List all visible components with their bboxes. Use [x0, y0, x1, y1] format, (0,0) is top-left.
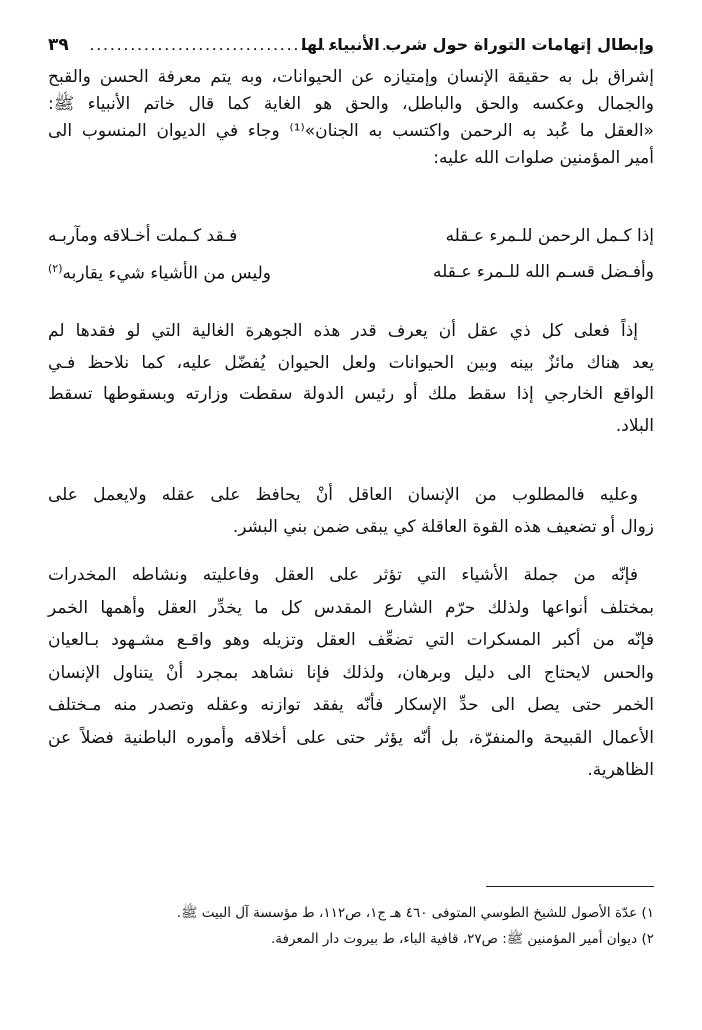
poem-verse: [48, 226, 654, 262]
poem-first-hemistich: وأفـضل قسـم الله للـمرء عـقله: [433, 262, 654, 282]
text-line: زوال أو تضعيف هذه القوة العاقلة كي يبقى ضمن بني البشر.: [232, 516, 654, 537]
paragraph-duty: [48, 480, 654, 543]
book-page: [48, 0, 654, 1030]
poem-second-hemistich: فـقد كـملت أخـلاقه ومآربـه: [48, 226, 238, 246]
text-line: فإنّه من جملة الأشياء التي تؤثر على العقل وفاعليته ونشاطه المخدرات: [48, 565, 638, 585]
poem-verse: [48, 262, 654, 298]
text-line: والجمال وعكسه والحق والباطل، والحق هو الغاية كما قال خاتم الأنبياء ﷺ:: [48, 94, 654, 114]
footnotes: [48, 900, 654, 952]
page-number: ٣٩: [48, 35, 69, 55]
footnote-1: ١) عدّة الأصول للشيخ الطوسي المتوفى ٤٦٠ هـ ج١، ص١١٢، ط مؤسسة آل البيت ﷺ.: [176, 905, 654, 921]
text-line: «العقل ما عُبد به الرحمن واكتسب به الجنان»⁽¹⁾ وجاء في الديوان المنسوب الى: [48, 121, 654, 141]
paragraph-intoxicants: [48, 560, 654, 788]
text-line: الظاهرية.: [587, 760, 654, 780]
text-line: يعد هناك مائزٌ بينه وبين الحيوانات ولعل الحيوان يُفضّل عليه، كما نلاحظ فـي: [48, 352, 654, 373]
text-line: إشراق بل به حقيقة الإنسان وإمتيازه عن الحيوانات، وبه يتم معرفة الحسن والقبح: [48, 67, 654, 87]
text-line: الخمر حتى يصل الى حدِّ الإسكار فأنّه يفقد توازنه وعقله وتصدر منه مـختلف: [48, 695, 654, 715]
paragraph-intro: [48, 64, 654, 172]
poem: [48, 226, 654, 298]
header-title: وإبطال إتهامات التوراة حول شرب الأنبياء لها: [300, 35, 654, 54]
text-line: بمختلف أنواعها ولذلك حرّم الشارع المقدس كل ما يخدِّر العقل وأهمها الخمر: [48, 597, 654, 618]
poem-first-hemistich: إذا كـمل الرحمن للـمرء عـقله: [445, 226, 654, 246]
header-leader-dots: [90, 44, 396, 52]
text-line: إذاً فعلى كل ذي عقل أن يعرف قدر هذه الجوهرة الغالية التي لو فقدها لم: [48, 321, 638, 341]
poem-second-hemistich: [48, 262, 271, 284]
text-line: وعليه فالمطلوب من الإنسان العاقل أنْ يحافظ على عقله ولايعمل على: [48, 485, 638, 505]
text-line: الأعمال القبيحة والمنفرّة، بل أنّه يؤثر حتى على أخلاقه وأموره الباطنية فضلاً عن: [48, 727, 654, 748]
text-line: البلاد.: [615, 415, 654, 436]
footnote-marker: (٢): [48, 262, 63, 275]
footnote-divider: [486, 886, 654, 887]
text-line: أمير المؤمنين صلوات الله عليه:: [433, 148, 654, 168]
running-header: [48, 32, 654, 58]
text-line: الواقع الخارجي إذا سقط ملك أو رئيس الدولة سقطت وزارته وبسقوطها تسقط: [48, 384, 654, 404]
text-line: والحس لايحتاج الى دليل وبرهان، ولذلك فإنا نشاهد بمجرد أنْ يتناول الإنسان: [48, 662, 654, 683]
text-line: فإنّه من أكبر المسكرات التي تضعِّف العقل وتزيله وهو واقـع مشـهود بـالعيان: [48, 630, 654, 650]
paragraph-reason: [48, 316, 654, 442]
poem-second-hemistich-text: وليس من الأشياء شيء يقاربه: [62, 263, 271, 284]
footnote-2: ٢) ديوان أمير المؤمنين ﷺ: ص٢٧، قافية الباء، ط بيروت دار المعرفة.: [271, 931, 654, 947]
